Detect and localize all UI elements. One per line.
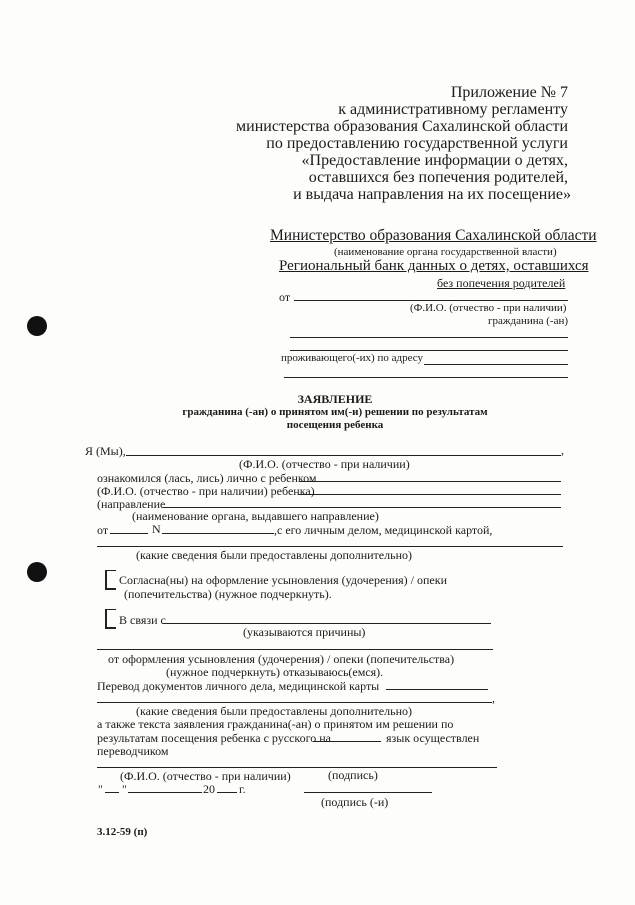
acquainted-label: ознакомился (лась, лись) лично с ребенком xyxy=(97,471,317,485)
address-input-line[interactable] xyxy=(424,364,568,365)
date-day-line[interactable] xyxy=(105,792,119,793)
refuse-text-1: от оформления усыновления (удочерения) / опеки (попечительства) xyxy=(108,652,455,666)
from-label: от xyxy=(279,290,291,304)
translate-label: Перевод документов личного дела, медицинской карты xyxy=(97,679,380,693)
citizen-caption: гражданина (-ан) xyxy=(488,315,569,327)
reason-line[interactable] xyxy=(163,623,491,624)
referral-line[interactable] xyxy=(163,507,561,508)
also-text-2b: язык осуществлен xyxy=(386,731,480,745)
fio-caption: (Ф.И.О. (отчество - при наличии) xyxy=(239,457,410,471)
ministry-name: Министерство образования Сахалинской области xyxy=(270,227,597,244)
date-from-label: от xyxy=(97,523,109,537)
translator-label: переводчиком xyxy=(97,744,169,758)
statement-subtitle-2: посещения ребенка xyxy=(286,419,384,431)
extra-info-line[interactable] xyxy=(97,546,563,547)
bank-name: Региональный банк данных о детях, оставшихся xyxy=(279,258,589,274)
organ-caption: (наименование органа, выдавшего направление) xyxy=(132,509,379,523)
appendix-line-2: к административному регламенту xyxy=(338,101,568,118)
appendix-line-4: по предоставлению государственной услуги xyxy=(266,135,568,152)
agree-checkbox[interactable] xyxy=(105,570,116,590)
year-prefix: 20 xyxy=(203,782,215,796)
statement-title: ЗАЯВЛЕНИЕ xyxy=(297,392,373,406)
punch-hole-bottom xyxy=(27,562,47,582)
sign-caption: (подпись) xyxy=(328,768,378,782)
appendix-line-5: «Предоставление информации о детях, xyxy=(301,152,568,169)
also-text-2a: результатам посещения ребенка с русского на xyxy=(97,731,332,745)
form-code: 3.12-59 (п) xyxy=(97,826,148,838)
date-year-line[interactable] xyxy=(217,792,237,793)
translate-line-2[interactable] xyxy=(97,702,492,703)
reason-caption: (указываются причины) xyxy=(243,625,366,639)
sign-fio-caption: (Ф.И.О. (отчество - при наличии) xyxy=(120,769,291,783)
bank-name-2: без попечения родителей xyxy=(437,276,566,290)
statement-subtitle-1: гражданина (-ан) о принятом им(-и) решении по результатам xyxy=(182,406,488,418)
ministry-caption: (наименование органа государственной власти) xyxy=(334,246,557,258)
applicant-fio-caption: (Ф.И.О. (отчество - при наличии) xyxy=(410,302,567,314)
applicant-line-3[interactable] xyxy=(290,350,568,351)
address-label: проживающего(-их) по адресу xyxy=(281,352,423,364)
date-quote-close: " xyxy=(122,782,127,796)
referral-number-line[interactable] xyxy=(162,533,274,534)
appendix-line-3: министерства образования Сахалинской области xyxy=(236,118,568,135)
from-input-line[interactable] xyxy=(294,300,568,301)
language-line[interactable] xyxy=(313,741,381,742)
refuse-checkbox[interactable] xyxy=(105,609,116,629)
extra-info-caption-2: (какие сведения были предоставлены дополнительно) xyxy=(136,704,413,718)
child-name-line[interactable] xyxy=(300,481,561,482)
extra-info-caption: (какие сведения были предоставлены дополнительно) xyxy=(136,548,413,562)
applicant-line-2[interactable] xyxy=(290,337,568,338)
agree-text-2: (попечительства) (нужное подчеркнуть). xyxy=(124,587,332,601)
agree-text-1: Согласна(ны) на оформление усыновления (удочерения) / опеки xyxy=(119,573,448,587)
appendix-line-7: и выдача направления на их посещение» xyxy=(293,186,571,203)
signature-caption: (подпись (-и) xyxy=(321,795,389,809)
address-line-2[interactable] xyxy=(284,377,568,378)
appendix-line-1: Приложение № 7 xyxy=(450,84,568,101)
appendix-line-6: оставшихся без попечения родителей, xyxy=(308,169,568,186)
reason-line-2[interactable] xyxy=(97,649,493,650)
applicant-fio-line[interactable] xyxy=(126,455,561,456)
number-label: N xyxy=(152,522,161,536)
child-fio-line[interactable] xyxy=(299,494,561,495)
referral-label: (направление xyxy=(97,497,166,511)
refuse-text-2: (нужное подчеркнуть) отказываюсь(емся). xyxy=(166,665,384,679)
date-month-line[interactable] xyxy=(128,792,202,793)
punch-hole-top xyxy=(27,316,47,336)
also-text-1: а также текста заявления гражданина(-ан) о принятом им решении по xyxy=(97,717,454,731)
ya-label: Я (Мы), xyxy=(85,444,126,458)
translate-line[interactable] xyxy=(386,689,488,690)
translator-line[interactable] xyxy=(97,767,497,768)
child-fio-caption: (Ф.И.О. (отчество - при наличии) ребенка) xyxy=(97,484,315,498)
referral-date-line[interactable] xyxy=(110,533,148,534)
with-file-text: ,с его личным делом, медицинской картой, xyxy=(274,523,493,537)
date-quote-open: " xyxy=(98,782,103,796)
reason-label: В связи с xyxy=(119,613,166,627)
signature-line[interactable] xyxy=(304,792,432,793)
year-suffix: г. xyxy=(239,782,246,796)
